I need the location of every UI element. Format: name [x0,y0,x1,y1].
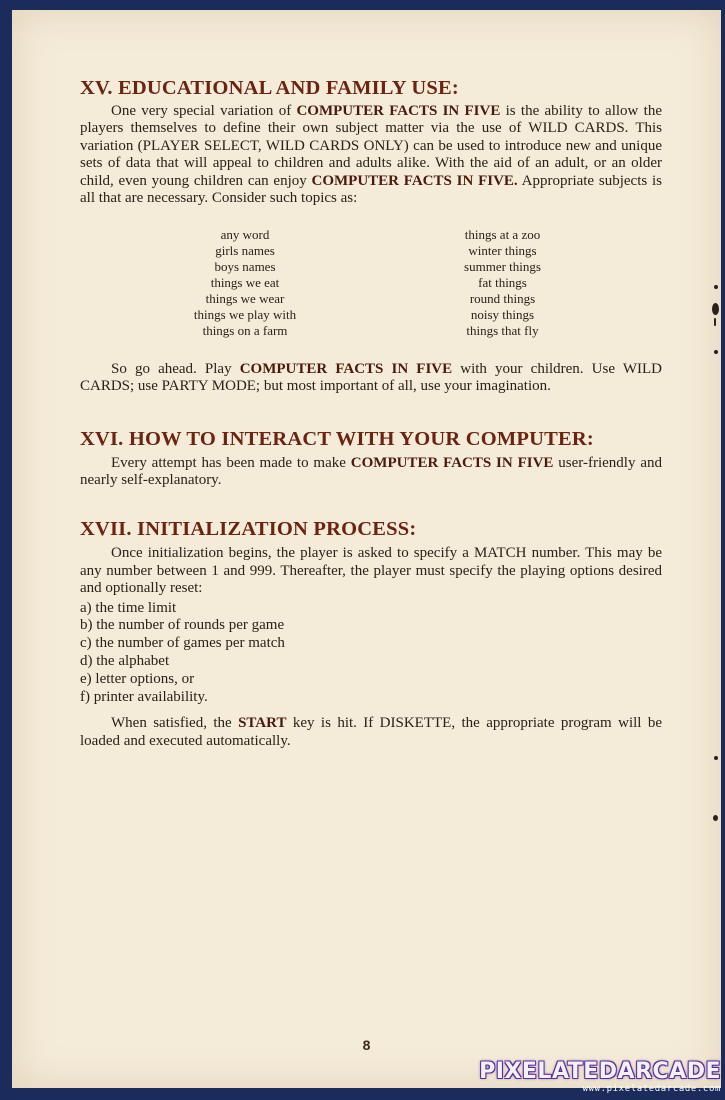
topic-item: things on a farm [202,322,288,338]
section-17-closing-paragraph [80,715,662,750]
binding-dot [714,350,718,354]
topic-column-left [80,227,410,338]
manual-page [12,10,721,1088]
topic-item: any word [220,227,270,243]
topic-column-right [410,227,595,338]
text-run: When satisfied, the [111,715,239,732]
watermark-url: www.pixelatedarcade.com [582,1084,721,1094]
page-number: 8 [362,1037,371,1053]
topic-item: round things [469,291,536,307]
topic-item: things we play with [193,306,297,322]
binding-dot [714,285,718,289]
list-item: a) the time limit [80,599,177,616]
section-16-paragraph [80,455,662,490]
topic-item: things that fly [466,322,539,338]
start-key-label: START [238,715,287,732]
section-17-paragraph: Once initialization begins, the player is asked to specify a MATCH number. This may be any number between 1 and 999. Thereafter, the player must specify the playing options desired and optionally reset: [80,545,662,597]
topic-item: winter things [468,243,537,259]
text-run: One very special variation of [111,103,297,119]
section-15-intro-paragraph [80,103,662,207]
page-content [80,66,662,750]
list-item: b) the number of rounds per game [80,617,285,634]
topic-item: summer things [464,259,541,275]
binding-dot [713,815,718,821]
watermark [479,1060,721,1094]
topic-item: noisy things [470,306,535,322]
section-15-title: XV. EDUCATIONAL AND FAMILY USE: [80,77,459,99]
watermark-logo: PIXELATEDARCADE [479,1059,721,1084]
topic-item: girls names [215,243,275,259]
binding-dot [714,318,716,326]
list-item: f) printer availability. [80,688,208,705]
topic-item: things we eat [210,275,280,291]
text-run: is the ability to allow the players themselves to define their own subject matter via the use of WILD CARDS. This variation (PLAYER SELECT, WILD CARDS ONLY) can be used to introduce new and unique sets of data that will appeal to children and adults alike. With the aid of an adult, or an older child, even young children can enjoy [80,103,662,189]
product-name: COMPUTER FACTS IN FIVE [350,454,554,471]
text-run: Every attempt has been made to make [111,454,351,471]
topic-item: boys names [214,259,276,275]
playing-options-list [80,600,662,707]
product-name: COMPUTER FACTS IN FIVE [296,103,501,119]
list-item: e) letter options, or [80,670,195,687]
text-run: key is hit. If DISKETTE, the appropriate program will be loaded and executed automatically. [80,715,662,749]
product-name: COMPUTER FACTS IN FIVE. [311,172,518,189]
topic-item: things at a zoo [464,227,541,243]
topic-list [80,227,662,338]
section-17-title: XVII. INITIALIZATION PROCESS: [80,518,417,541]
text-run: user-friendly and nearly self-explanatory. [80,454,662,488]
topic-item: fat things [478,275,527,291]
list-item: c) the number of games per match [80,635,285,652]
section-16-title: XVI. HOW TO INTERACT WITH YOUR COMPUTER: [80,427,594,450]
list-item: d) the alphabet [80,653,170,670]
section-15-closing-paragraph [80,361,662,396]
product-name: COMPUTER FACTS IN FIVE [239,360,453,377]
text-run: Appropriate subjects is all that are necessary. Consider such topics as: [80,172,662,207]
text-run: So go ahead. Play [111,360,240,377]
binding-dot [714,756,718,760]
topic-item: things we wear [205,291,285,307]
binding-hole [712,303,719,315]
text-run: with your children. Use WILD CARDS; use PARTY MODE; but most important of all, use your imagination. [80,360,662,395]
binding-marks [710,270,724,870]
